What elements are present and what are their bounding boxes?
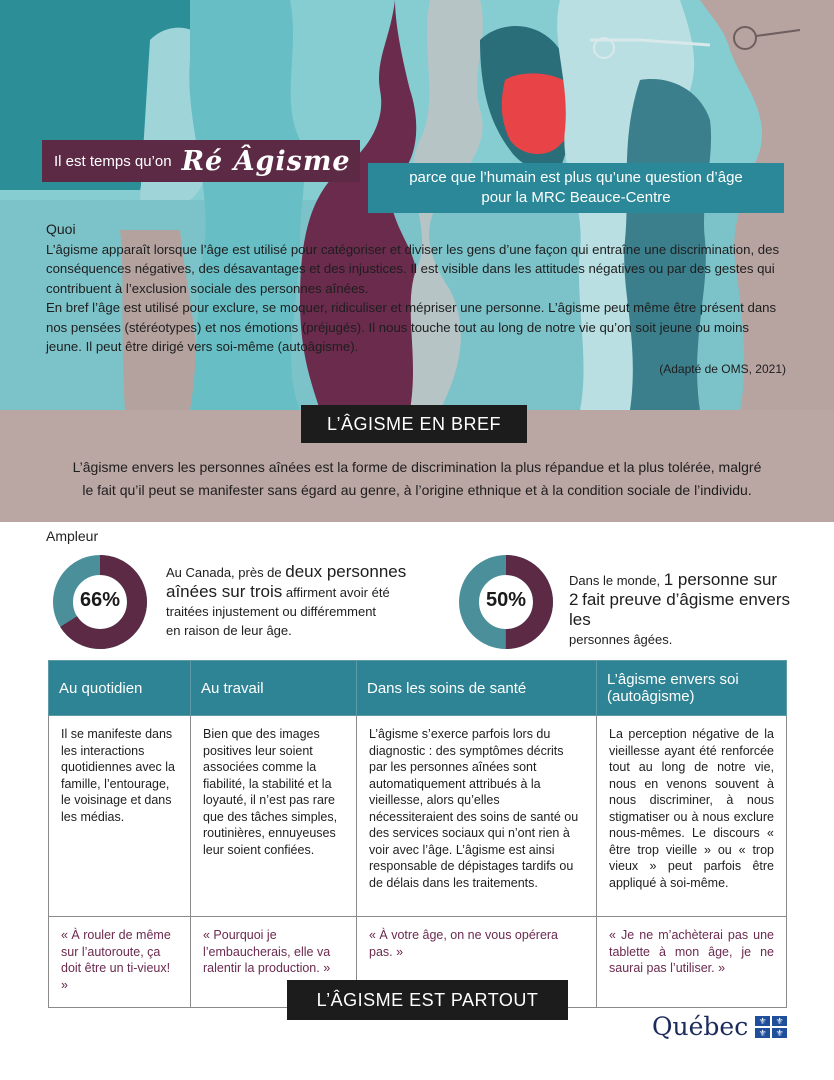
header-au-travail: Au travail [191, 661, 357, 716]
tagline-lead: Il est temps qu’on [54, 152, 172, 170]
subtitle-banner [368, 163, 784, 213]
donut-66-label: 66% [79, 589, 121, 611]
header-autoagisme: L’âgisme envers soi (autoâgisme) [597, 661, 787, 716]
partout-title: L’ÂGISME EST PARTOUT [287, 980, 568, 1020]
donut-50-label: 50% [485, 589, 527, 611]
quebec-logo [652, 1012, 787, 1041]
stat-monde-lead: Dans le monde, [569, 573, 661, 588]
table-header-row [49, 661, 787, 716]
quote-au-quotidien: « À rouler de même sur l’autoroute, ça doit être un ti-vieux! » [49, 917, 191, 1008]
header-soins-de-sante: Dans les soins de santé [357, 661, 597, 716]
desc-soins-de-sante: L’âgisme s’exerce parfois lors du diagnostic : des symptômes décrits par les personnes aînées sont automatiquement attribués à la vieillesse, alors qu’elles nécessiteraient des soins de santé ou des services sociaux qui n’ont rien à voir avec l’âge. L’âgisme est ainsi responsable de dépistages tardifs ou de délais dans les traitements. [357, 716, 597, 917]
quoi-title: Quoi [46, 221, 76, 237]
desc-au-travail: Bien que des images positives leur soient associées comme la fiabilité, la stabilité et la loyauté, il n’est pas rare que des tâches simples, routinières, ennuyeuses leur soient confiées. [191, 716, 357, 917]
quebec-wordmark: Québec [652, 1012, 749, 1041]
desc-autoagisme: La perception négative de la vieillesse ayant été renforcée tout au long de notre vie, nous en venons souvent à nous discriminer, à nous stigmatiser ou à nous exclure nous-mêmes. Le discours « être trop vieille » ou « trop vieux » peut parfois être appliqué à soi-même. [597, 716, 787, 917]
stat-canada-rest-1: affirment avoir été [285, 585, 390, 600]
stat-monde-highlight-2: 2 [569, 590, 579, 609]
bref-line-2: le fait qu’il peut se manifester sans égard au genre, à l’origine ethnique et à la condition sociale de l’individu. [82, 482, 752, 498]
bref-title: L’ÂGISME EN BREF [301, 405, 527, 443]
stat-canada-rest-2: traitées injustement ou différemment [166, 604, 377, 619]
tagline-banner [42, 140, 360, 182]
stat-canada-highlight-2: aînées sur trois [166, 582, 283, 601]
campaign-name: Ré Âgisme [181, 145, 351, 177]
subtitle-line-1: parce que l’humain est plus qu’une question d’âge [409, 169, 743, 186]
quoi-paragraph-1: L’âgisme apparaît lorsque l’âge est utilisé pour catégoriser et diviser les gens d’une façon qui entraîne une discrimination, des conséquences négatives, des désavantages et des injustices. Il est visible dans les attitudes négatives ou par des gestes qui contribuent à l’exclusion sociale des personnes aînées. [46, 241, 780, 296]
quoi-source: (Adapté de OMS, 2021) [659, 361, 786, 376]
bref-text [30, 456, 804, 502]
stat-monde-rest-2: personnes âgées. [569, 632, 673, 647]
subtitle-line-2: pour la MRC Beauce-Centre [481, 189, 671, 206]
stat-canada-rest-3: en raison de leur âge. [166, 623, 292, 638]
table-row [49, 716, 787, 917]
quoi-paragraph-2: En bref l’âge est utilisé pour exclure, se moquer, ridiculiser et mépriser une personne. L’âgisme peut même être présent dans nos pensées (stéréotypes) et nos émotions (préjugés). Il nous touche tout au long de notre vie qu’on soit jeune ou moins jeune. Il peut être dirigé vers soi-même (autoâgisme). [46, 300, 777, 354]
stat-canada-highlight-1: deux personnes [285, 562, 407, 581]
hero-banner [0, 0, 834, 410]
desc-au-quotidien: Il se manifeste dans les interactions quotidiennes avec la famille, l’entourage, le voisinage et dans les médias. [49, 716, 191, 917]
fleur-de-lis-icon: ⚜ ⚜ ⚜ ⚜ [755, 1016, 787, 1038]
quote-autoagisme: « Je ne m’achèterai pas une tablette à mon âge, je ne saurai pas l’utiliser. » [597, 917, 787, 1008]
stat-monde-rest-1: fait preuve d’âgisme envers les [569, 590, 790, 629]
quote-au-travail: « Pourquoi je l’embaucherais, elle va ralentir la production. » [191, 917, 357, 1008]
ampleur-label: Ampleur [46, 528, 99, 544]
stat-canada [166, 562, 426, 640]
stat-canada-lead: Au Canada, près de [166, 565, 282, 580]
bref-line-1: L’âgisme envers les personnes aînées est la forme de discrimination la plus répandue et la plus tolérée, malgré [72, 459, 762, 475]
quoi-section [46, 220, 786, 379]
header-au-quotidien: Au quotidien [49, 661, 191, 716]
stat-monde-highlight-1: 1 personne sur [663, 570, 778, 589]
quote-soins-de-sante: « À votre âge, on ne vous opérera pas. » [357, 917, 597, 1008]
contexts-table [48, 660, 787, 1008]
stat-monde [569, 570, 809, 649]
